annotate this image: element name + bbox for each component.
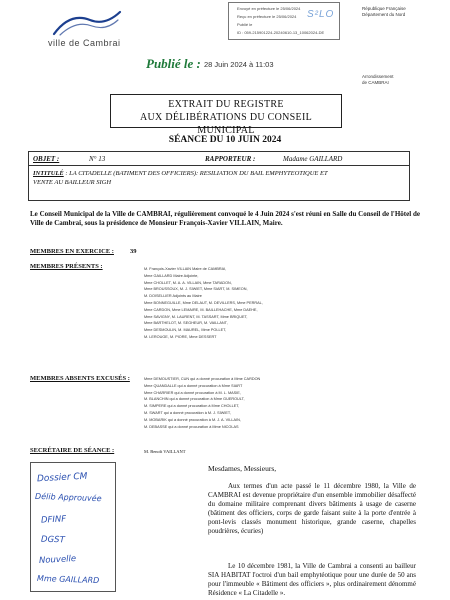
handwritten-line: Nouvelle (38, 554, 77, 566)
list-item: Mme QUANDALLE qui a donné procuration à Mme SIART (144, 383, 243, 388)
list-item: M. LEROUGE, M. PIORE, Mme DESSERT (144, 334, 217, 339)
published-date: 28 Juin 2024 à 11:03 (204, 60, 274, 69)
published-label: Publié le : (146, 56, 201, 71)
stamp-line-published: Publié le (237, 22, 253, 27)
objet-value: N° 13 (89, 155, 106, 163)
list-item: M. SWART qui a donné procuration à M. J. SIWIET, (144, 410, 231, 415)
list-item: M. MOBARIK qui a donné procuration à M. J. A. VILLAIN, (144, 417, 241, 422)
members-present-label: MEMBRES PRÉSENTS : (30, 263, 103, 270)
objet-divider (29, 165, 409, 166)
stamp-line-received: Reçu en préfecture le 25/06/2024 (237, 14, 297, 19)
handwritten-line: Dossier CM (36, 471, 88, 485)
list-item: M. DEBASSE qui a donné procuration à Mme NICOLAS (144, 424, 239, 429)
list-item: Mme SAVIGNY, M. LAURENT, M. TASSART, Mme BRIQUET, (144, 314, 248, 319)
arrondissement-line: Arrondissement (362, 74, 394, 79)
body-paragraph-1: Aux termes d'un acte passé le 11 décembre 1980, la Ville de CAMBRAI est devenue propriétaire d'un ensemble immobilier désaffecté du domaine militaire comprenant divers bâtiments à usage de caserne (bâtiment des officiers, corps de garde faisant suite à la porte d'entrée à pont-levis classés monument historique, grande caserne, chapelles poudrières, écuries) (208, 482, 416, 535)
handwritten-note-box (30, 462, 116, 592)
slo-mark: S²LO (307, 9, 335, 20)
seance-date: SÉANCE DU 10 JUIN 2024 (168, 135, 282, 145)
body-paragraph-2: Le 10 décembre 1981, la Ville de Cambrai a consenti au bailleur SIA HABITAT l'octroi d'un bail emphytéotique pour une durée de 50 ans pour l'immeuble « Bâtiment des officiers », plus ordinairement dénommé Résidence « La Citadelle ». (208, 562, 416, 597)
rapporteur-value: Madame GAILLARD (283, 155, 343, 163)
members-in-office-count: 39 (130, 248, 137, 255)
list-item: Mme DESMOULIN, M. MAUREL, Mme POLLET, (144, 328, 227, 333)
members-in-office-label: MEMBRES EN EXERCICE : (30, 248, 114, 255)
handwritten-line: Délib Approuvée (34, 491, 102, 504)
intro-paragraph: Le Conseil Municipal de la Ville de CAMBRAI, régulièrement convoqué le 4 Juin 2024 s'est réuni en Salle du Conseil de l'Hôtel de Ville de Cambrai, sous la présidence de Monsieur François-Xavier VILLAIN, Maire. (30, 210, 420, 227)
salutation: Mesdames, Messieurs, (208, 464, 277, 473)
list-item: Mme DEMOUSTIER, CUN qui a donné procuration à Mme CARDON (144, 377, 261, 381)
handwritten-line: Mme GAILLARD (36, 573, 100, 586)
objet-box (28, 151, 410, 201)
list-item: Mme CARDON, Mme LEMAIRE, M. BAILLEHACHE, Mme DAEHE, (144, 307, 258, 312)
list-item: M. DOISELLIER Adjoints au Maire (144, 294, 202, 299)
list-item: Mme BARTHELOT, M. SEGHEUR, M. VAILLANT, (144, 321, 228, 326)
members-present-list (144, 266, 424, 341)
list-item: Mme GAILLARD Maire Adjointe, (144, 273, 199, 278)
list-item: M. BLANCHIN qui a donné procuration à Mme GUEROULT, (144, 397, 245, 402)
intitule-value: : LA CITADELLE (BATIMENT DES OFFICIERS): RESILIATION DU BAIL EMPHYTEOTIQUE ET VENTE AU BAILLEUR SIGH (33, 170, 328, 186)
members-absent-list (144, 376, 424, 430)
intitule-label: INTITULÉ (33, 170, 64, 177)
prefecture-stamp (228, 2, 340, 40)
objet-label: OBJET : (33, 155, 60, 163)
arrondissement-block (362, 74, 394, 86)
list-item: M. SIMPERE qui a donné procuration à Mme CHOLLET, (144, 404, 240, 409)
register-title-box (110, 94, 342, 136)
members-absent-label: MEMBRES ABSENTS EXCUSÉS : (30, 375, 130, 382)
secretary-value: M. Benoît VAILLANT (144, 449, 186, 454)
list-item: M. François-Xavier VILLAIN Maire de CAMBRAI, (144, 267, 227, 271)
stamp-line-sent: Envoyé en préfecture le 25/06/2024 (237, 6, 301, 11)
logo-text: ville de Cambrai (48, 38, 121, 48)
stamp-line-id: ID : 059-215901224-20240610-13_10062024-DE (237, 30, 325, 35)
intitule (33, 170, 333, 187)
list-item: Mme BROUSSOUX, M. J. SIWIET, Mme SIART, M. SIMEON, (144, 287, 248, 292)
departement-line: Département du Nord (362, 12, 406, 17)
secretary-label: SECRÉTAIRE DE SÉANCE : (30, 447, 115, 454)
register-title-line1: EXTRAIT DU REGISTRE (168, 99, 284, 110)
rapporteur-label: RAPPORTEUR : (205, 155, 256, 163)
cambrai-logo-icon (50, 8, 124, 38)
list-item: Mme BONNEGUILLE, Mme DELAUT, M. DEVILLERS, Mme PERRAL, (144, 300, 263, 305)
handwritten-line: DGST (40, 534, 65, 546)
republique-block (362, 6, 406, 18)
handwritten-line: DFINF (40, 514, 67, 526)
register-title-line2: AUX DÉLIBÉRATIONS DU CONSEIL MUNICIPAL (139, 112, 312, 136)
republique-line: République Française (362, 6, 406, 11)
list-item: Mme CHARRIER qui a donné procuration à M. L. MASIE, (144, 390, 241, 395)
list-item: Mme CHOLLET, M. A. A. VILLAIN, Mme TARADON, (144, 280, 232, 285)
arrondissement-city: de CAMBRAI (362, 80, 389, 85)
